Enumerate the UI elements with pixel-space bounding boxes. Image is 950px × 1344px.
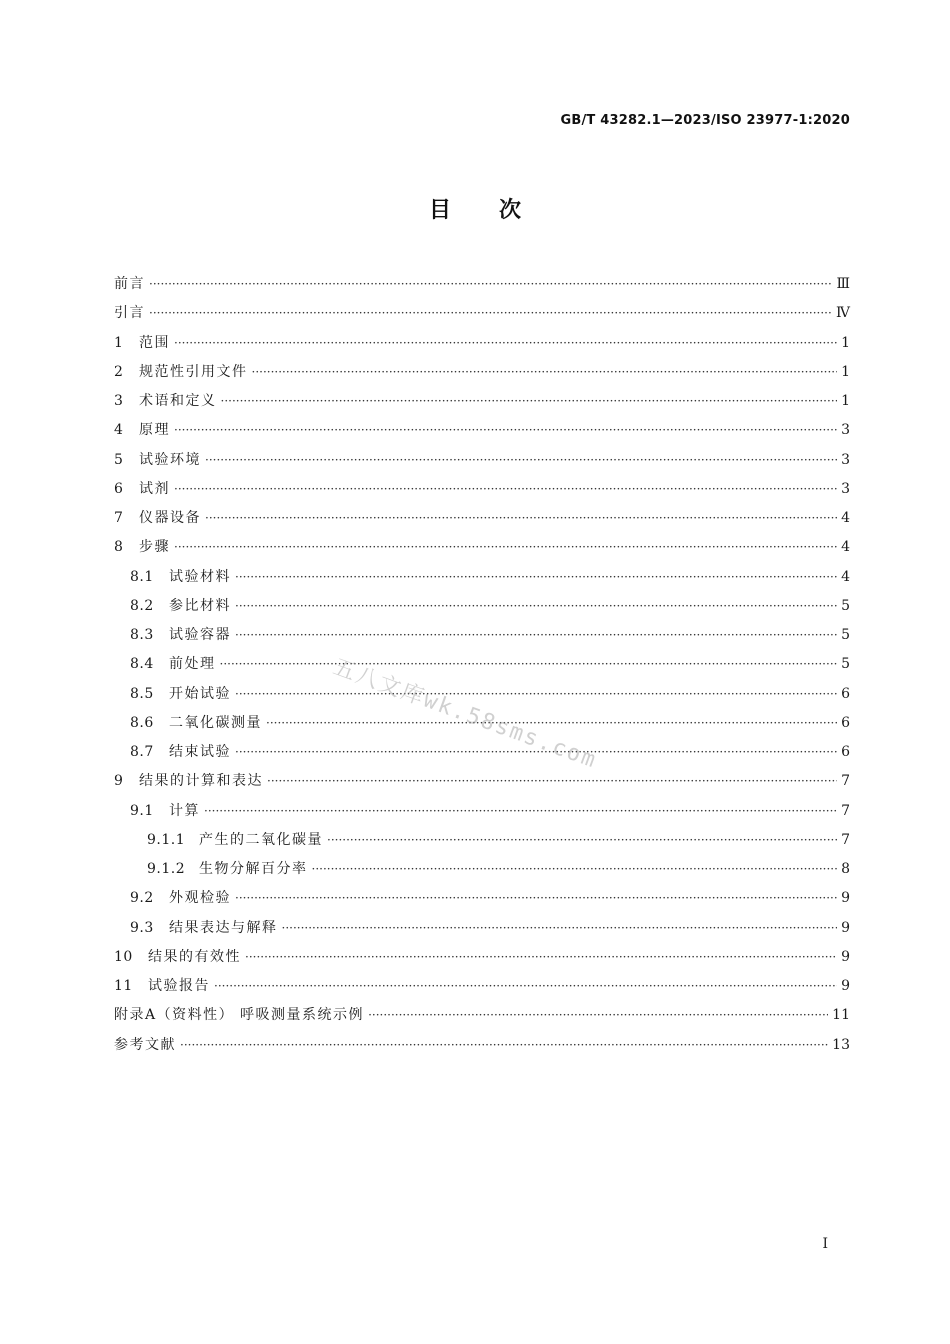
- toc-entry-page: 8: [841, 861, 850, 877]
- toc-entry-number: 9: [114, 773, 124, 790]
- toc-entry-label: 仪器设备: [139, 510, 201, 526]
- toc-entry-page: 6: [841, 744, 850, 760]
- toc-leader-dots: [267, 767, 837, 796]
- toc-entry-number: 1: [114, 334, 124, 351]
- toc-entry-page: 7: [841, 831, 850, 848]
- toc-leader-dots: [245, 943, 837, 972]
- toc-entry-page: 3: [841, 451, 850, 468]
- toc-entry[interactable]: [114, 504, 850, 533]
- toc-entry-label: 试验环境: [139, 451, 201, 468]
- toc-entry[interactable]: [114, 1001, 850, 1030]
- toc-entry-number: 9.1.2: [147, 861, 186, 877]
- toc-entry-page: 5: [841, 627, 850, 643]
- toc-entry[interactable]: [114, 826, 850, 855]
- toc-entry-page: 4: [841, 539, 850, 556]
- toc-entry-number: 3: [114, 393, 124, 409]
- toc-leader-dots: [174, 329, 837, 358]
- toc-entry-label: 引言: [114, 305, 145, 322]
- toc-entry[interactable]: [114, 884, 850, 913]
- toc-entry-page: 7: [841, 773, 850, 790]
- toc-entry-page: 9: [841, 978, 850, 994]
- toc-entry-number: 2: [114, 363, 124, 380]
- toc-leader-dots: [252, 358, 838, 387]
- toc-entry[interactable]: [114, 972, 850, 1001]
- toc-leader-dots: [205, 504, 837, 533]
- toc-entry[interactable]: [114, 738, 850, 767]
- toc-entry-page: 13: [832, 1036, 850, 1053]
- toc-entry-page: 1: [841, 363, 850, 380]
- toc-leader-dots: [180, 1031, 828, 1060]
- toc-entry-page: Ⅲ: [836, 276, 850, 292]
- toc-entry-number: 6: [114, 480, 124, 497]
- toc-leader-dots: [174, 416, 837, 445]
- toc-entry[interactable]: [114, 299, 850, 328]
- toc-entry-label: 结束试验: [169, 744, 231, 760]
- toc-entry-page: 3: [841, 422, 850, 439]
- toc-entry-number: 8.7: [130, 744, 154, 760]
- toc-entry-label: 外观检验: [169, 890, 231, 907]
- toc-entry-page: 1: [841, 393, 850, 409]
- toc-entry-page: 5: [841, 656, 850, 673]
- toc-entry-label: 试验材料: [169, 568, 231, 585]
- toc-entry-page: 5: [841, 597, 850, 614]
- toc-entry[interactable]: [114, 1031, 850, 1060]
- toc-leader-dots: [174, 533, 837, 562]
- toc-entry-page: 6: [841, 685, 850, 702]
- toc-leader-dots: [221, 387, 838, 416]
- toc-entry-label: 附录A（资料性） 呼吸测量系统示例: [114, 1007, 365, 1024]
- toc-entry-label: 原理: [139, 422, 170, 439]
- toc-entry-label: 产生的二氧化碳量: [199, 831, 323, 848]
- toc-entry-page: 1: [841, 334, 850, 351]
- toc-entry-page: 4: [841, 568, 850, 585]
- toc-entry-number: 5: [114, 451, 124, 468]
- toc-entry-page: 9: [841, 919, 850, 936]
- toc-entry-number: 8.2: [130, 597, 154, 614]
- toc-entry-page: Ⅳ: [836, 305, 850, 322]
- toc-entry-number: 8.1: [130, 568, 154, 585]
- toc-entry-number: 10: [114, 948, 133, 965]
- toc-entry-label: 前处理: [169, 656, 216, 673]
- toc-leader-dots: [235, 621, 837, 650]
- toc-entry-number: 4: [114, 422, 124, 439]
- toc-entry-number: 9.1.1: [147, 831, 186, 848]
- toc-leader-dots: [235, 563, 837, 592]
- toc-entry[interactable]: [114, 270, 850, 299]
- toc-leader-dots: [214, 972, 837, 1001]
- toc-entry-label: 计算: [169, 802, 200, 819]
- page-number: I: [822, 1236, 828, 1252]
- toc-leader-dots: [205, 446, 837, 475]
- toc-entry[interactable]: [114, 475, 850, 504]
- toc-entry-number: 8: [114, 539, 124, 556]
- toc-leader-dots: [235, 680, 837, 709]
- toc-leader-dots: [282, 914, 838, 943]
- toc-entry[interactable]: [114, 446, 850, 475]
- toc-entry-page: 9: [841, 948, 850, 965]
- toc-entry[interactable]: [114, 855, 850, 884]
- toc-entry-label: 开始试验: [169, 685, 231, 702]
- toc-entry-label: 生物分解百分率: [199, 861, 308, 877]
- watermark: 五八文库wk.58sms.com: [329, 654, 601, 774]
- toc-leader-dots: [149, 270, 832, 299]
- toc-entry-label: 结果的计算和表达: [139, 773, 263, 790]
- toc-entry-page: 4: [841, 510, 850, 526]
- toc-leader-dots: [235, 884, 837, 913]
- toc-entry-page: 11: [832, 1007, 850, 1024]
- toc-entry-page: 7: [841, 802, 850, 819]
- toc-entry-label: 步骤: [139, 539, 170, 556]
- toc-entry[interactable]: [114, 533, 850, 562]
- toc-entry[interactable]: [114, 650, 850, 679]
- toc-leader-dots: [368, 1001, 828, 1030]
- standard-code-header: GB/T 43282.1—2023/ISO 23977-1:2020: [560, 113, 850, 128]
- toc-entry-label: 试验报告: [148, 978, 210, 994]
- toc-entry-label: 试验容器: [169, 627, 231, 643]
- toc-leader-dots: [235, 592, 837, 621]
- toc-entry-number: 9.3: [130, 919, 154, 936]
- toc-entry-number: 8.5: [130, 685, 154, 702]
- toc-entry-page: 9: [841, 890, 850, 907]
- toc-entry[interactable]: [114, 329, 850, 358]
- toc-entry-label: 参考文献: [114, 1036, 176, 1053]
- toc-entry-number: 8.3: [130, 627, 154, 643]
- toc-entry-label: 规范性引用文件: [139, 363, 248, 380]
- toc-entry-number: 9.1: [130, 802, 154, 819]
- toc-entry-number: 7: [114, 510, 124, 526]
- toc-entry-label: 术语和定义: [139, 393, 217, 409]
- toc-entry-page: 6: [841, 714, 850, 731]
- toc-entry-number: 9.2: [130, 890, 154, 907]
- toc-entry-number: 8.4: [130, 656, 154, 673]
- toc-entry[interactable]: [114, 592, 850, 621]
- toc-entry-number: 11: [114, 978, 133, 994]
- toc-entry-number: 8.6: [130, 714, 154, 731]
- toc-entry-label: 范围: [139, 334, 170, 351]
- toc-entry[interactable]: [114, 797, 850, 826]
- toc-leader-dots: [220, 650, 838, 679]
- toc-entry-label: 参比材料: [169, 597, 231, 614]
- toc-entry[interactable]: [114, 563, 850, 592]
- toc-entry[interactable]: [114, 767, 850, 796]
- toc-leader-dots: [149, 299, 832, 328]
- toc-leader-dots: [327, 826, 837, 855]
- toc-entry[interactable]: [114, 358, 850, 387]
- toc-entry-label: 前言: [114, 276, 145, 292]
- toc-entry-label: 结果表达与解释: [169, 919, 278, 936]
- toc-leader-dots: [174, 475, 837, 504]
- toc-entry[interactable]: [114, 914, 850, 943]
- toc-entry[interactable]: [114, 387, 850, 416]
- toc-entry-label: 结果的有效性: [148, 948, 241, 965]
- toc-entry-label: 试剂: [139, 480, 170, 497]
- toc-entry-page: 3: [841, 480, 850, 497]
- toc-entry[interactable]: [114, 621, 850, 650]
- toc-entry[interactable]: [114, 416, 850, 445]
- toc-entry[interactable]: [114, 943, 850, 972]
- toc-entry-label: 二氧化碳测量: [169, 714, 262, 731]
- toc-leader-dots: [204, 797, 837, 826]
- toc-leader-dots: [312, 855, 838, 884]
- toc-title: 目次: [428, 198, 569, 223]
- table-of-contents: [114, 270, 850, 1060]
